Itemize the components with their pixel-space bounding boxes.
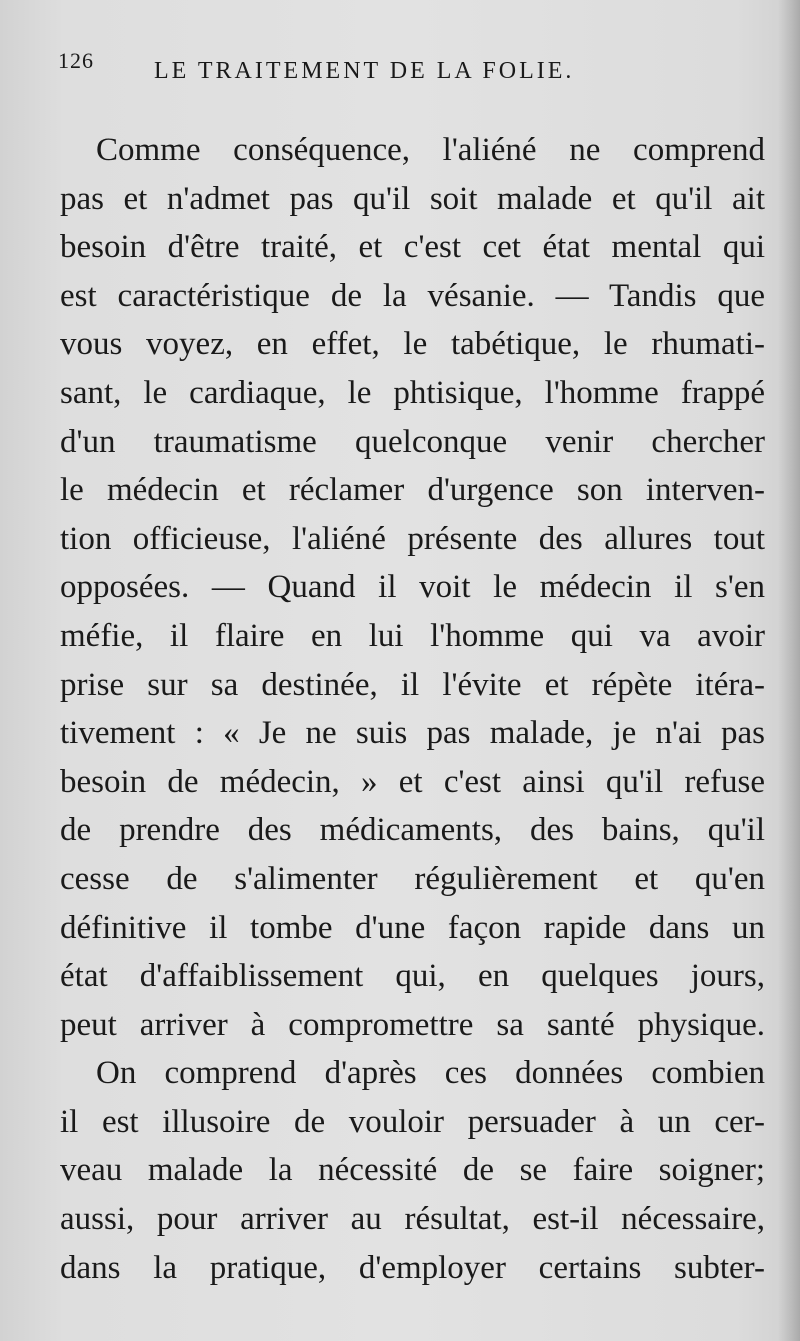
- text-line: besoin d'être traité, et c'est cet état mental qui: [60, 229, 765, 266]
- text-line: peut arriver à compromettre sa santé physique.: [60, 1006, 765, 1043]
- text-line: besoin de médecin, » et c'est ainsi qu'il refuse: [60, 763, 765, 800]
- running-head: [58, 48, 778, 88]
- text-line: On comprend d'après ces données combien: [96, 1055, 765, 1092]
- text-line: le médecin et réclamer d'urgence son interven-: [60, 472, 765, 509]
- page-edge-shadow: [778, 0, 800, 1341]
- text-line: état d'affaiblissement qui, en quelques jours,: [60, 958, 765, 995]
- text-line: cesse de s'alimenter régulièrement et qu'en: [60, 860, 765, 897]
- text-line: tion officieuse, l'aliéné présente des allures tout: [60, 520, 765, 557]
- text-line: vous voyez, en effet, le tabétique, le rhumati-: [60, 326, 765, 363]
- text-line: méfie, il flaire en lui l'homme qui va avoir: [60, 617, 765, 654]
- paragraph-2: [60, 1049, 765, 1292]
- body-text: [60, 126, 765, 1292]
- text-line: sant, le cardiaque, le phtisique, l'homme frappé: [60, 374, 765, 411]
- text-line: pas et n'admet pas qu'il soit malade et qu'il ait: [60, 180, 765, 217]
- running-title: LE TRAITEMENT DE LA FOLIE.: [154, 58, 575, 84]
- text-line: veau malade la nécessité de se faire soigner;: [60, 1152, 765, 1189]
- text-line: aussi, pour arriver au résultat, est-il nécessaire,: [60, 1201, 765, 1238]
- paragraph-1: [60, 126, 765, 1049]
- text-line: tivement : « Je ne suis pas malade, je n'ai pas: [60, 715, 765, 752]
- text-line: de prendre des médicaments, des bains, qu'il: [60, 812, 765, 849]
- text-line: est caractéristique de la vésanie. — Tandis que: [60, 277, 765, 314]
- page-number: 126: [58, 48, 94, 73]
- text-line: opposées. — Quand il voit le médecin il s'en: [60, 569, 765, 606]
- text-line: définitive il tombe d'une façon rapide dans un: [60, 909, 765, 946]
- text-line: dans la pratique, d'employer certains subter-: [60, 1249, 765, 1286]
- text-line: d'un traumatisme quelconque venir chercher: [60, 423, 765, 460]
- text-line: Comme conséquence, l'aliéné ne comprend: [96, 132, 765, 168]
- text-line: prise sur sa destinée, il l'évite et répète itéra-: [60, 666, 765, 703]
- text-line: il est illusoire de vouloir persuader à un cer-: [60, 1103, 765, 1140]
